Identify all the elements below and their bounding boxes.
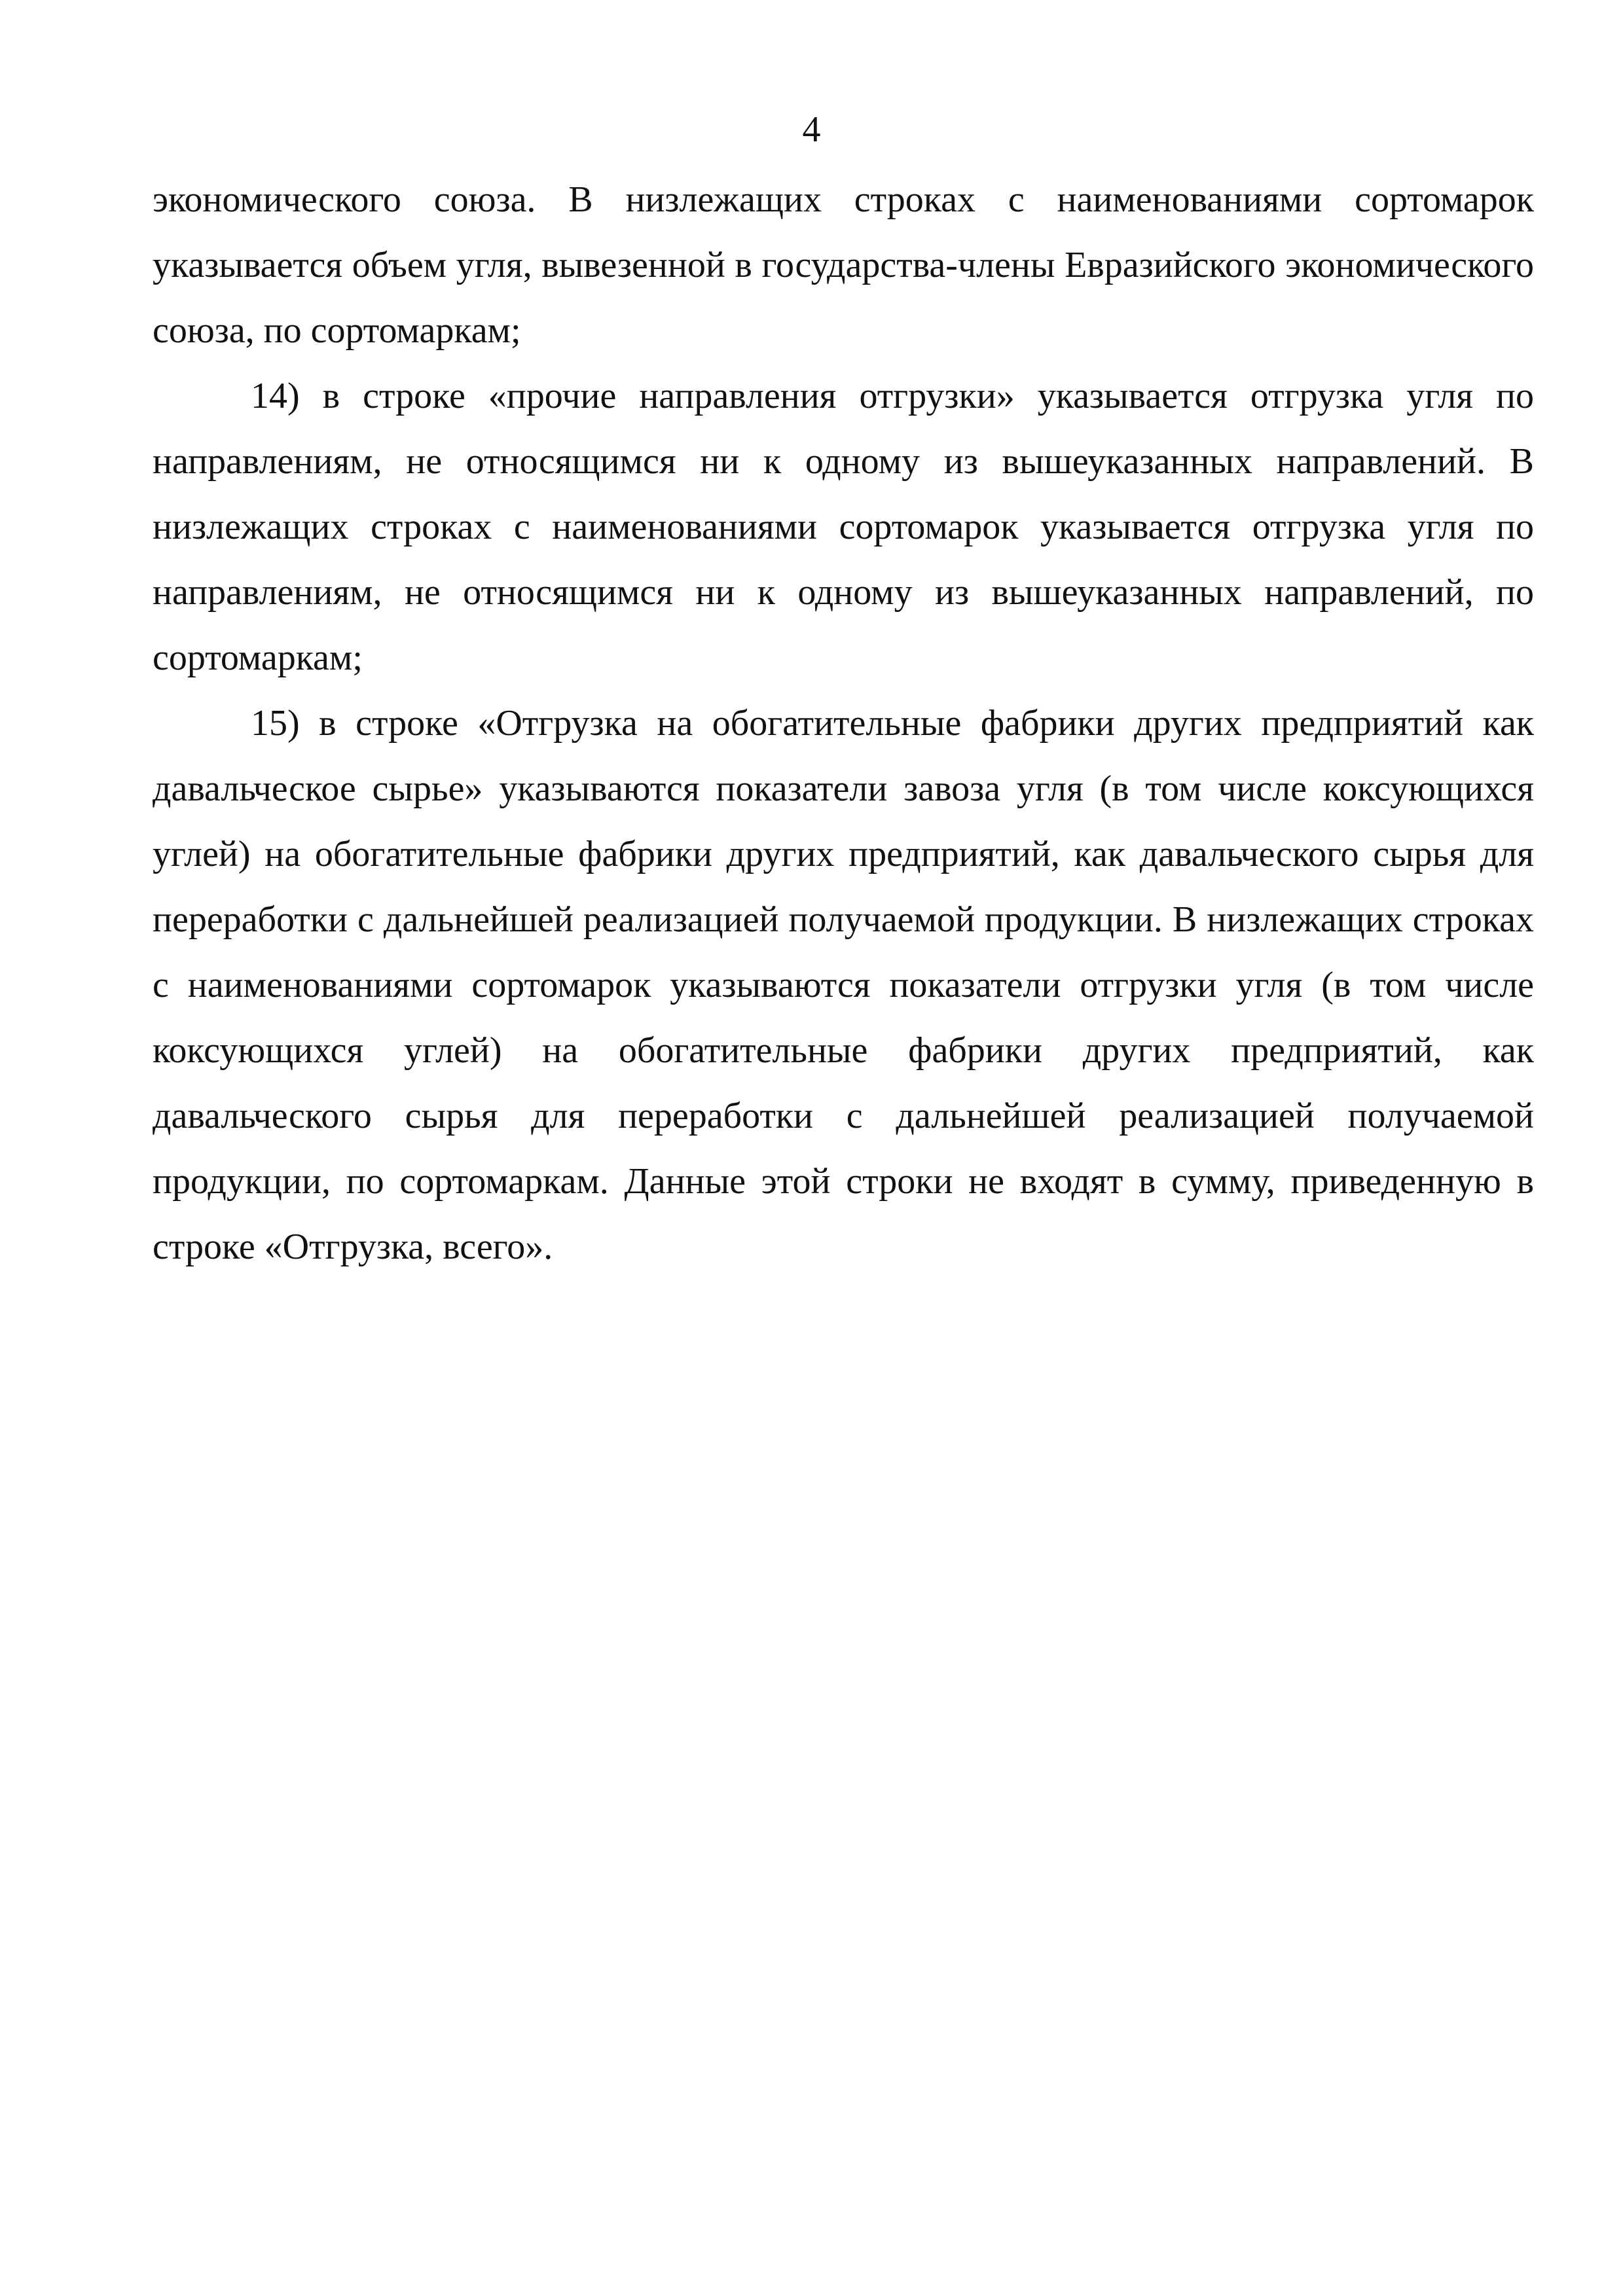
paragraph-continuation: экономического союза. В низлежащих строках с наименованиями сортомарок указывается объем угля, вывезенной в государства-члены Евразийского экономического союза, по сортомаркам; xyxy=(153,179,1534,351)
paragraph-item-14: 14) в строке «прочие направления отгрузки» указывается отгрузка угля по направлениям, не относящимся ни к одному из вышеуказанных направлений. В низлежащих строках с наименованиями сортомарок указывается отгрузка угля по направлениям, не относящимся ни к одному из вышеуказанных направлений, по сортомаркам; xyxy=(153,376,1534,678)
page-number: 4 xyxy=(802,109,821,150)
paragraph-item-15: 15) в строке «Отгрузка на обогатительные фабрики других предприятий как давальческое сырье» указываются показатели завоза угля (в том числе коксующихся углей) на обогатительные фабрики других предприятий, как давальческого сырья для переработки с дальнейшей реализацией получаемой продукции. В низлежащих строках с наименованиями сортомарок указываются показатели отгрузки угля (в том числе коксующихся углей) на обогатительные фабрики других предприятий, как давальческого сырья для переработки с дальнейшей реализацией получаемой продукции, по сортомаркам. Данные этой строки не входят в сумму, приведенную в строке «Отгрузка, всего». xyxy=(153,703,1534,1267)
document-body xyxy=(153,167,1534,1280)
